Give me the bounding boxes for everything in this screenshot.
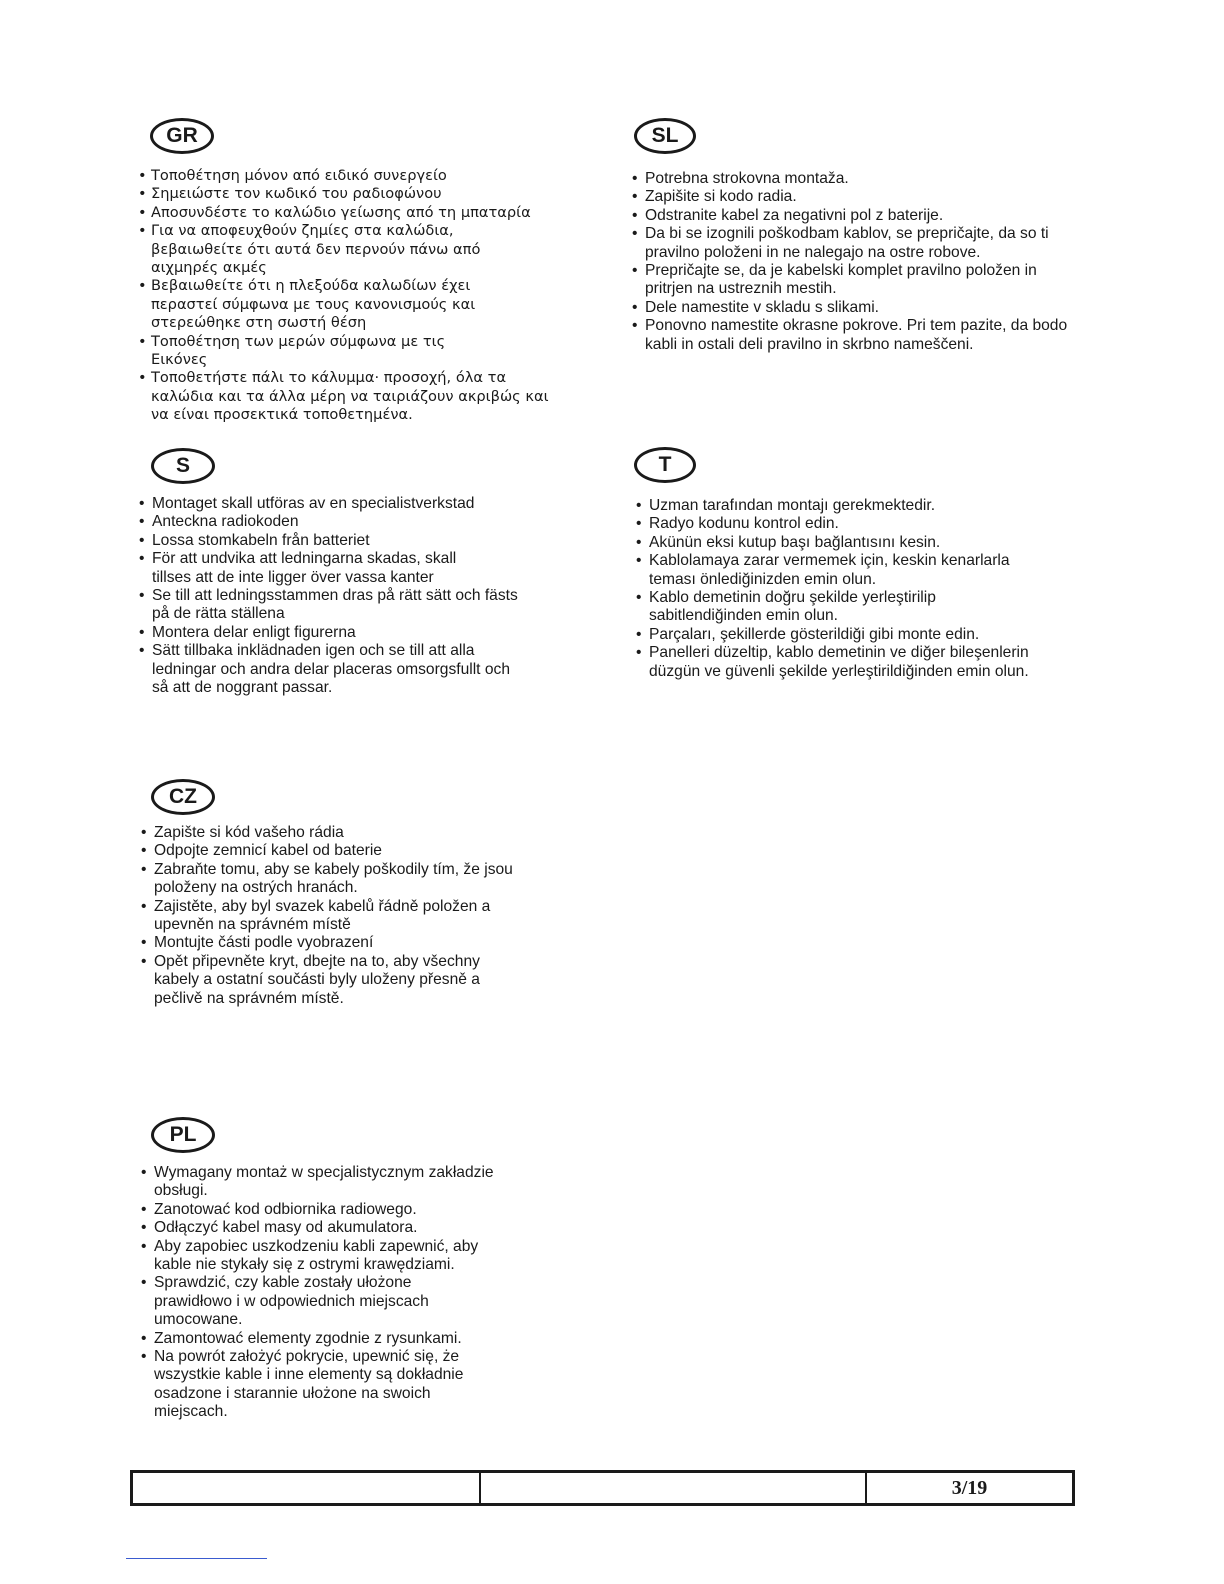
list-item: • Τοποθετήστε πάλι το κάλυμμα· προσοχή, όλα τα καλώδια και τα άλλα μέρη να ταιριάζουν ακριβώς και να είναι προσεκτικά τοποθετημένα. [138,369,551,424]
instructions-list-sl [632,170,1077,354]
instructions-list-gr [138,167,573,425]
list-item: • Uzman tarafından montajı gerekmektedir. [636,497,1076,515]
page-number: 3/19 [951,1476,988,1499]
language-code-gr: GR [166,124,198,147]
list-item: • Zanotować kod odbiornika radiowego. [141,1201,521,1219]
list-item: • Wymagany montaż w specjalistycznym zakładzie obsługi. [141,1164,521,1201]
list-item: • Se till att ledningsstammen dras på rätt sätt och fästs på de rätta ställena [139,587,522,624]
language-code-pl: PL [169,1123,197,1146]
list-item: • Na powrót założyć pokrycie, upewnić się, że wszystkie kable i inne elementy są dokładnie osadzone i starannie ułożone na swoich miejscach. [141,1348,504,1422]
list-item: • Panelleri düzeltip, kablo demetinin ve diğer bileşenlerin düzgün ve güvenli şekilde yerleştirildiğinden emin olun. [636,644,1074,681]
language-code-sl: SL [651,124,679,147]
list-item: • Montera delar enligt figurerna [139,624,519,642]
language-code-s: S [175,454,190,477]
list-item: • Radyo kodunu kontrol edin. [636,515,1076,533]
list-item: • Για να αποφευχθούν ζημίες στα καλώδια, βεβαιωθείτε ότι αυτά δεν περνούν πάνω από αιχμηρές ακμές [138,222,523,277]
footer-table [130,1470,1075,1506]
list-item: • Σημειώστε τον κωδικό του ραδιοφώνου [138,185,573,203]
list-item: • Odpojte zemnicí kabel od baterie [141,842,516,860]
list-item: • Prepričajte se, da je kabelski komplet pravilno položen in pritrjen na ustreznih mestih. [632,262,1077,299]
list-item: • Zapišite si kodo radia. [632,188,1077,206]
language-code-t: T [658,453,672,476]
list-item: • Zapište si kód vašeho rádia [141,824,516,842]
list-item: • Odłączyć kabel masy od akumulatora. [141,1219,521,1237]
footer-cell-left [133,1473,481,1503]
list-item: • Βεβαιωθείτε ότι η πλεξούδα καλωδίων έχει περαστεί σύμφωνα με τους κανονισμούς και στερεώθηκε στη σωστή θέση [138,277,529,332]
list-item: • Zamontować elementy zgodnie z rysunkami. [141,1330,521,1348]
instructions-list-t [636,497,1076,681]
list-item: • Opět připevněte kryt, dbejte na to, aby všechny kabely a ostatní součásti byly uloženy přesně a pečlivě na správném místě. [141,953,524,1008]
list-item: • Odstranite kabel za negativni pol z baterije. [632,207,1077,225]
language-badge-gr [150,118,214,154]
list-item: • Αποσυνδέστε το καλώδιο γείωσης από τη μπαταρία [138,204,573,222]
list-item: • Τοποθέτηση μόνον από ειδικό συνεργείο [138,167,573,185]
language-badge-sl [634,118,696,154]
list-item: • Kablolamaya zarar vermemek için, keskin kenarlarla teması önlediğinizden emin olun. [636,552,1059,589]
list-item: • Zabraňte tomu, aby se kabely poškodily tím, že jsou položeny na ostrých hranách. [141,861,516,898]
list-item: • Aby zapobiec uszkodzeniu kabli zapewnić, aby kable nie stykały się z ostrymi krawędziami. [141,1238,516,1275]
list-item: • Montujte části podle vyobrazení [141,934,516,952]
list-item: • Dele namestite v skladu s slikami. [632,299,1077,317]
list-item: • Parçaları, şekillerde gösterildiği gibi monte edin. [636,626,1076,644]
list-item: • Lossa stomkabeln från batteriet [139,532,519,550]
language-badge-pl [151,1117,215,1153]
list-item: • Sätt tillbaka inklädnaden igen och se till att alla ledningar och andra delar placeras omsorgsfullt och så att de noggrant passar. [139,642,517,697]
list-item: • Τοποθέτηση των μερών σύμφωνα με τις Εικόνες [138,333,496,370]
language-badge-s [151,448,215,484]
instructions-list-pl [141,1164,521,1422]
list-item: • Sprawdzić, czy kable zostały ułożone prawidłowo i w odpowiednich miejscach umocowane. [141,1274,474,1329]
footer-cell-middle [481,1473,867,1503]
list-item: • Anteckna radiokoden [139,513,519,531]
list-item: • För att undvika att ledningarna skadas, skall tillses att de inte ligger över vassa kanter [139,550,497,587]
bottom-divider [126,1558,267,1559]
list-item: • Potrebna strokovna montaža. [632,170,1077,188]
language-badge-t [634,447,696,483]
list-item: • Akünün eksi kutup başı bağlantısını kesin. [636,534,1076,552]
list-item: • Kablo demetinin doğru şekilde yerleştirilip sabitlendiğinden emin olun. [636,589,989,626]
instructions-list-cz [141,824,516,1008]
list-item: • Ponovno namestite okrasne pokrove. Pri tem pazite, da bodo kabli in ostali deli pravilno in skrbno nameščeni. [632,317,1077,354]
language-code-cz: CZ [169,785,197,808]
instructions-list-s [139,495,519,697]
language-badge-cz [151,779,215,815]
list-item: • Montaget skall utföras av en specialistverkstad [139,495,519,513]
list-item: • Zajistěte, aby byl svazek kabelů řádně položen a upevněn na správném místě [141,898,526,935]
list-item: • Da bi se izognili poškodbam kablov, se prepričajte, da so ti pravilno položeni in ne nalegajo na ostre robove. [632,225,1077,262]
